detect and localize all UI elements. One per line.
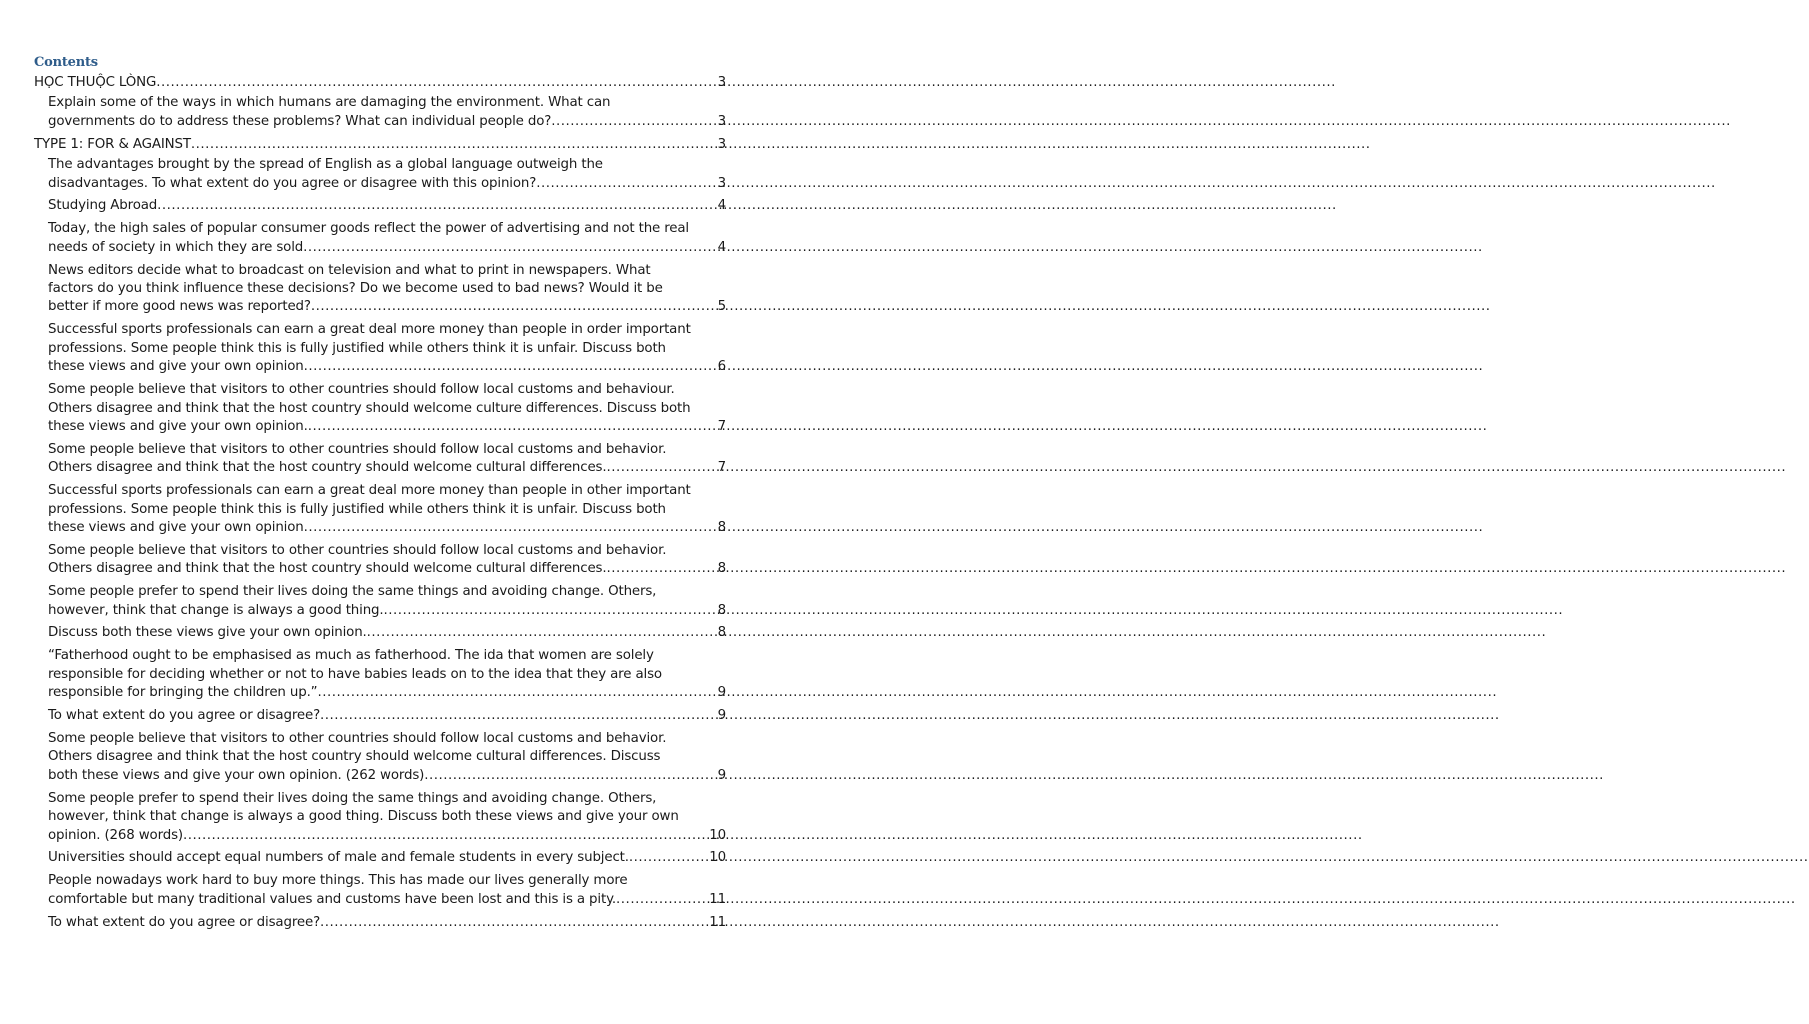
- toc-entry-text: To what extent do you agree or disagree?: [48, 708, 321, 724]
- toc-page-number: 8: [717, 625, 726, 641]
- toc-entry[interactable]: [0, 220, 768, 257]
- toc-entry-line: [48, 560, 726, 578]
- toc-entry-line: [48, 280, 726, 298]
- dot-leader: [536, 175, 717, 193]
- toc-entry-line: [48, 262, 726, 280]
- toc-entry-text: Others disagree and think that the host country should welcome cultural differences.: [48, 460, 607, 476]
- toc-entry-line: [48, 358, 726, 376]
- toc-entry-text: Explain some of the ways in which humans are damaging the environment. What can: [48, 95, 611, 111]
- toc-entry-text: better if more good news was reported?: [48, 299, 311, 315]
- toc-section-entry[interactable]: [0, 74, 768, 92]
- toc-entry-line: [48, 197, 726, 215]
- toc-page-number: 8: [717, 602, 726, 618]
- toc-page-number: 4: [717, 198, 726, 214]
- toc-entry-line: [48, 156, 726, 174]
- dot-leader: [308, 418, 717, 436]
- toc-entry-line: [48, 914, 726, 932]
- dot-leader: [156, 74, 717, 92]
- toc-entry-text: Universities should accept equal numbers of male and female students in every subject.: [48, 850, 629, 866]
- dot-leader: [607, 560, 718, 578]
- toc-entry[interactable]: [0, 156, 768, 193]
- toc-page-number: 5: [717, 299, 726, 315]
- toc-entry-line: [48, 542, 726, 560]
- toc-entry-text: disadvantages. To what extent do you agree or disagree with this opinion?: [48, 175, 537, 191]
- toc-entry-text: however, think that change is always a good thing.: [48, 602, 384, 618]
- toc-entry-line: [48, 239, 726, 257]
- dot-leader: [191, 136, 717, 154]
- dot-leader: [304, 358, 717, 376]
- toc-entry-text: both these views and give your own opinion. (262 words): [48, 767, 425, 783]
- toc-entry[interactable]: [0, 197, 768, 215]
- toc-entry-line: [48, 381, 726, 399]
- toc-entry-line: [48, 94, 726, 112]
- toc-entry-line: [48, 340, 726, 358]
- toc-entry-line: [48, 707, 726, 725]
- toc-entry-text: Studying Abroad: [48, 198, 158, 214]
- dot-leader: [317, 684, 717, 702]
- toc-entry-line: [48, 666, 726, 684]
- toc-entry[interactable]: [0, 482, 768, 537]
- toc-entry-text: Some people believe that visitors to other countries should follow local customs and behaviour.: [48, 382, 675, 398]
- toc-entry[interactable]: [0, 624, 768, 642]
- toc-entry-text: Others disagree and think that the host country should welcome culture differences. Discuss both: [48, 400, 691, 416]
- toc-entry-text: responsible for deciding whether or not to have babies leads on to the idea that they are also: [48, 666, 662, 682]
- toc-entry-line: [48, 441, 726, 459]
- toc-entry-line: [48, 808, 726, 826]
- toc-entry-text: Successful sports professionals can earn a great deal more money than people in order important: [48, 322, 691, 338]
- toc-entry-text: comfortable but many traditional values and customs have been lost and this is a pity.: [48, 891, 617, 907]
- toc-entry-line: [48, 827, 726, 845]
- toc-entry-line: [48, 684, 726, 702]
- toc-entry-text: these views and give your own opinion: [48, 519, 304, 535]
- toc-entry[interactable]: [0, 849, 768, 867]
- toc-entry-text: Some people prefer to spend their lives doing the same things and avoiding change. Others,: [48, 790, 657, 806]
- toc-page-number: 9: [717, 685, 726, 701]
- toc-page-number: 3: [717, 75, 726, 90]
- dot-leader: [320, 707, 717, 725]
- toc-entry-text: governments do to address these problems? What can individual people do?: [48, 113, 552, 129]
- toc-entry-text: Some people prefer to spend their lives doing the same things and avoiding change. Others,: [48, 584, 657, 600]
- toc-entry-text: Some people believe that visitors to other countries should follow local customs and behavior.: [48, 542, 667, 558]
- toc-entry-line: [48, 583, 726, 601]
- toc-page-number: 3: [717, 136, 726, 152]
- toc-entry-line: [48, 519, 726, 537]
- toc-entry-text: TYPE 1: FOR & AGAINST: [34, 136, 191, 152]
- toc-entry-line: [48, 602, 726, 620]
- toc-entry[interactable]: [0, 872, 768, 909]
- toc-entry-text: opinion. (268 words): [48, 827, 183, 843]
- dot-leader: [384, 602, 718, 620]
- toc-entry-text: professions. Some people think this is fully justified while others think it is unfair. Discuss both: [48, 501, 666, 517]
- toc-entry-line: [48, 418, 726, 436]
- toc-entry-line: [48, 175, 726, 193]
- toc-entry[interactable]: [0, 707, 768, 725]
- toc-entry-line: [48, 501, 726, 519]
- toc-entry-line: [48, 849, 726, 867]
- toc-entry-text: these views and give your own opinion: [48, 359, 304, 375]
- toc-entry-text: Today, the high sales of popular consumer goods reflect the power of advertising and not the real: [48, 221, 690, 237]
- toc-entry-text: To what extent do you agree or disagree?: [48, 914, 321, 930]
- toc-entry-text: Discuss both these views give your own opinion.: [48, 625, 367, 641]
- dot-leader: [629, 849, 709, 867]
- toc-entry-line: [48, 298, 726, 316]
- toc-page-number: 11: [709, 891, 726, 907]
- toc-entry[interactable]: [0, 730, 768, 785]
- toc-page-number: 10: [709, 827, 726, 843]
- toc-page-number: 9: [717, 708, 726, 724]
- toc-page-number: 3: [717, 113, 726, 129]
- dot-leader: [157, 197, 717, 215]
- toc-page-number: 10: [709, 850, 726, 866]
- dot-leader: [607, 459, 718, 477]
- toc-entry-line: [48, 624, 726, 642]
- toc-entry-text: Successful sports professionals can earn a great deal more money than people in other important: [48, 483, 691, 499]
- toc-entry[interactable]: [0, 583, 768, 620]
- toc-entry-line: [48, 400, 726, 418]
- toc-page-number: 8: [717, 519, 726, 535]
- toc-page-number: 4: [717, 239, 726, 255]
- document-page: [0, 0, 768, 1024]
- toc-entry-text: factors do you think influence these decisions? Do we become used to bad news? Would it be: [48, 281, 663, 297]
- toc-page-number: 8: [717, 561, 726, 577]
- toc-section-entry[interactable]: [0, 136, 768, 154]
- toc-page-number: 7: [717, 418, 726, 434]
- toc-entry-text: People nowadays work hard to buy more things. This has made our lives generally more: [48, 873, 628, 889]
- toc-page-number: 7: [717, 460, 726, 476]
- toc-entry-line: [48, 482, 726, 500]
- toc-entry-text: responsible for bringing the children up.”: [48, 685, 318, 701]
- toc-entry-text: The advantages brought by the spread of English as a global language outweigh the: [48, 157, 603, 173]
- toc-entry[interactable]: [0, 914, 768, 932]
- toc-entry[interactable]: [0, 381, 768, 436]
- toc-entry-text: Others disagree and think that the host country should welcome cultural differences. Discuss: [48, 749, 661, 765]
- toc-page-number: 9: [717, 767, 726, 783]
- dot-leader: [320, 914, 709, 932]
- toc-entry-text: “Fatherhood ought to be emphasised as much as fatherhood. The ida that women are solely: [48, 648, 654, 664]
- toc-entry[interactable]: [0, 262, 768, 317]
- toc-entry-text: these views and give your own opinion.: [48, 418, 308, 434]
- toc-entry-text: professions. Some people think this is fully justified while others think it is unfair. Discuss both: [48, 340, 666, 356]
- toc-entry-line: [48, 321, 726, 339]
- toc-entry[interactable]: [0, 441, 768, 478]
- toc-entry-text: Some people believe that visitors to other countries should follow local customs and behavior.: [48, 441, 667, 457]
- toc-entry-text: News editors decide what to broadcast on television and what to print in newspapers. What: [48, 262, 651, 278]
- dot-leader: [616, 891, 709, 909]
- dot-leader: [424, 767, 717, 785]
- toc-page-number: 6: [717, 359, 726, 375]
- dot-leader: [303, 239, 717, 257]
- toc-page-number: 11: [709, 914, 726, 930]
- table-of-contents: [0, 74, 768, 937]
- toc-entry-line: [48, 790, 726, 808]
- toc-entry-line: [48, 220, 726, 238]
- toc-entry-line: [48, 647, 726, 665]
- toc-entry-line: [48, 767, 726, 785]
- dot-leader: [183, 827, 709, 845]
- dot-leader: [304, 519, 717, 537]
- toc-entry-line: [48, 872, 726, 890]
- toc-entry-line: [34, 74, 726, 92]
- toc-entry-text: needs of society in which they are sold: [48, 239, 304, 255]
- toc-page-number: 3: [717, 175, 726, 191]
- toc-entry[interactable]: [0, 321, 768, 376]
- toc-heading: Contents: [34, 55, 98, 70]
- toc-entry-line: [48, 891, 726, 909]
- dot-leader: [311, 298, 717, 316]
- toc-entry-text: Some people believe that visitors to other countries should follow local customs and behavior.: [48, 731, 667, 746]
- toc-entry-text: however, think that change is always a good thing. Discuss both these views and give your own: [48, 809, 679, 825]
- toc-entry-line: [48, 748, 726, 766]
- toc-entry-line: [48, 730, 726, 748]
- dot-leader: [367, 624, 717, 642]
- toc-entry-line: [48, 113, 726, 131]
- toc-entry-line: [34, 136, 726, 154]
- toc-entry[interactable]: [0, 647, 768, 702]
- toc-entry[interactable]: [0, 542, 768, 579]
- toc-entry[interactable]: [0, 94, 768, 131]
- toc-entry-text: HỌC THUỘC LÒNG: [34, 75, 157, 90]
- toc-entry[interactable]: [0, 790, 768, 845]
- toc-entry-line: [48, 459, 726, 477]
- toc-entry-text: Others disagree and think that the host country should welcome cultural differences.: [48, 561, 607, 577]
- dot-leader: [551, 113, 717, 131]
